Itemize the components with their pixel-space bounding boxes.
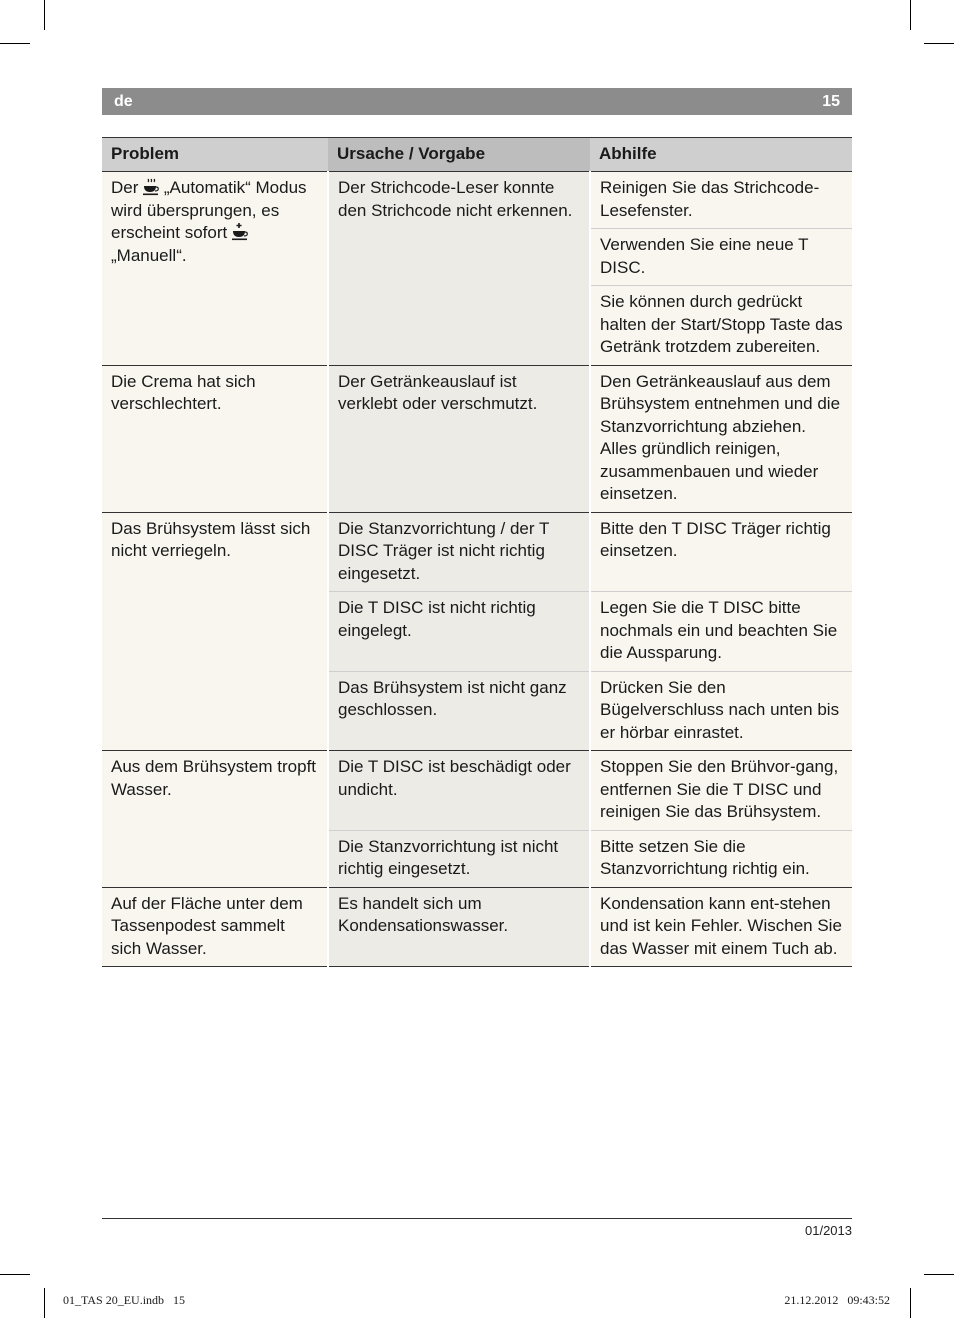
problem-cell: Der „Automatik“ Modus wird übersprungen, es erscheint sofort „Manuell“. bbox=[102, 172, 328, 366]
problem-cell: Das Brühsystem lässt sich nicht verriegeln. bbox=[102, 512, 328, 751]
crop-mark bbox=[44, 0, 45, 30]
crop-mark bbox=[0, 1274, 30, 1275]
crop-mark bbox=[924, 1274, 954, 1275]
table-row bbox=[102, 887, 852, 967]
cause-cell: Die Stanzvorrichtung ist nicht richtig eingesetzt. bbox=[328, 830, 590, 887]
automatik-cup-icon bbox=[143, 178, 159, 196]
table-row bbox=[102, 365, 852, 512]
remedy-cell: Verwenden Sie eine neue T DISC. bbox=[590, 229, 852, 286]
footer-date: 01/2013 bbox=[805, 1223, 852, 1238]
crop-mark bbox=[924, 43, 954, 44]
crop-mark bbox=[910, 0, 911, 30]
cause-cell: Die T DISC ist beschädigt oder undicht. bbox=[328, 751, 590, 831]
problem-cell: Auf der Fläche unter dem Tassenpodest sammelt sich Wasser. bbox=[102, 887, 328, 967]
footer-divider bbox=[102, 1218, 852, 1219]
cause-cell: Die Stanzvorrichtung / der T DISC Träger ist nicht richtig eingesetzt. bbox=[328, 512, 590, 592]
crop-mark bbox=[910, 1288, 911, 1318]
cause-cell: Das Brühsystem ist nicht ganz geschlossen. bbox=[328, 671, 590, 751]
table-row bbox=[102, 512, 852, 592]
table-row bbox=[102, 172, 852, 229]
cause-cell: Der Strichcode-Leser konnte den Strichcode nicht erkennen. bbox=[328, 172, 590, 366]
troubleshooting-table bbox=[102, 137, 852, 967]
remedy-cell: Legen Sie die T DISC bitte nochmals ein und beachten Sie die Aussparung. bbox=[590, 592, 852, 672]
cause-cell: Die T DISC ist nicht richtig eingelegt. bbox=[328, 592, 590, 672]
problem-cell: Aus dem Brühsystem tropft Wasser. bbox=[102, 751, 328, 888]
column-header-remedy: Abhilfe bbox=[590, 138, 852, 172]
remedy-cell: Drücken Sie den Bügelverschluss nach unten bis er hörbar einrastet. bbox=[590, 671, 852, 751]
language-code: de bbox=[114, 92, 133, 110]
remedy-cell: Bitte setzen Sie die Stanzvorrichtung richtig ein. bbox=[590, 830, 852, 887]
column-header-cause: Ursache / Vorgabe bbox=[328, 138, 590, 172]
table-row bbox=[102, 751, 852, 831]
remedy-cell: Bitte den T DISC Träger richtig einsetzen. bbox=[590, 512, 852, 592]
problem-cell: Die Crema hat sich verschlechtert. bbox=[102, 365, 328, 512]
print-slug-timestamp: 21.12.2012 09:43:52 bbox=[784, 1293, 890, 1307]
print-slug-file: 01_TAS 20_EU.indb 15 bbox=[63, 1293, 186, 1307]
page-header bbox=[102, 88, 852, 115]
manuell-cup-icon bbox=[232, 223, 248, 241]
table-header-row bbox=[102, 138, 852, 172]
cause-cell: Der Getränkeauslauf ist verklebt oder verschmutzt. bbox=[328, 365, 590, 512]
crop-mark bbox=[0, 43, 30, 44]
cause-cell: Es handelt sich um Kondensationswasser. bbox=[328, 887, 590, 967]
remedy-cell: Reinigen Sie das Strichcode-Lesefenster. bbox=[590, 172, 852, 229]
remedy-cell: Sie können durch gedrückt halten der Start/Stopp Taste das Getränk trotzdem zubereiten. bbox=[590, 286, 852, 366]
remedy-cell: Den Getränkeauslauf aus dem Brühsystem entnehmen und die Stanzvorrichtung abziehen. Alles gründlich reinigen, zusammenbauen und wieder einsetzen. bbox=[590, 365, 852, 512]
remedy-cell: Stoppen Sie den Brühvor-gang, entfernen Sie die T DISC und reinigen Sie das Brühsystem. bbox=[590, 751, 852, 831]
column-header-problem: Problem bbox=[102, 138, 328, 172]
remedy-cell: Kondensation kann ent-stehen und ist kein Fehler. Wischen Sie das Wasser mit einem Tuch ab. bbox=[590, 887, 852, 967]
crop-mark bbox=[44, 1288, 45, 1318]
page-number: 15 bbox=[822, 92, 840, 110]
